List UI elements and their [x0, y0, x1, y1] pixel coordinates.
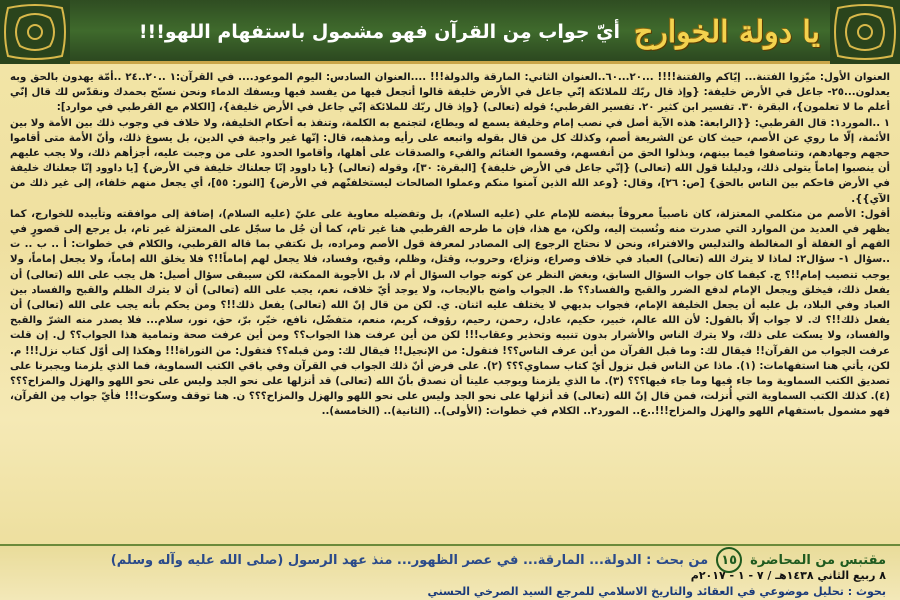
article-body: [10, 70, 890, 538]
footer-series: من بحث : الدولة... المارقة... في عصر الظهور... منذ عهد الرسول (صلى الله عليه وآله وسلم): [110, 552, 709, 568]
title-banner: [0, 0, 900, 64]
page-title: يا دولة الخوارج: [634, 14, 820, 50]
ornament-corner-right: [830, 0, 900, 64]
paragraph: ١ ..المورد١: قال القرطبي: {{الرابعة: هذه الآية أصل في نصب إمام وخليفة يسمع له ويطاع، لتجتمع به الكلمة، وتنفذ به أحكام الخليفة، ولا خلاف في وجوب ذلك بين الأمة ولا بين الأئمة، إلّا ما روي عن الأصم، حيث كان عن الشريعة أصم، وكذلك كل من قال بقوله واتبعه على رأيه ومذهبه، قال: إنّها غير واجبة في الدين، بل يسوغ ذلك، وأنّ الأمة متى أقاموا حجهم وجهادهم، وتناصفوا فيما بينهم، وبذلوا الحق من أنفسهم، وقسموا الغنائم والفيء والصدقات على أهلها، وأقاموا الحدود على من وجبت عليه، أجزأهم ذلك، ولا يجب عليهم أن ينصبوا إماماً يتولى ذلك، ودليلنا قول الله (تعالى) {إنّي جاعل في الأرض خليفة} [البقرة: ٣٠]، وقوله (تعالى) {يا داوود إنّا جعلناك خليفة في الأرض} [يا داوود إنّا جعلناك خليفة في الأرض فاحكم بين الناس بالحق} [ص: ٢٦]، وقال: {وعد الله الذين آمنوا منكم وعملوا الصالحات ليستخلفنّهم في الأرض} [النور: ٥٥]، أي يجعل منهم خلفاء، إلى غير ذلك من الآي}}.: [10, 117, 890, 205]
lecture-number-badge: ١٥: [716, 547, 742, 573]
ornament-corner-left: [0, 0, 70, 64]
paragraph: أقول: الأصم من متكلمي المعتزلة، كان ناصبياً معروفاً ببغضه للإمام علي (عليه السلام)، بل وتفضيله معاوية على عليّ (عليه السلام)، إضافة إلى موافقته وتأييده للخوارج، كما يظهر في العديد من الموارد التي صدرت منه ونُسبت إليه، ولكن، مع هذا، فإن ما طرحه القرطبي هنا غير تام، كما أن جُل ما سجّل على المعتزلة غير تام، بل يرجع إلى قصورٍ في الفهم أو الغفلة أو المغالطة والتدليس والافتراء، ونحن لا نحتاج الرجوع إلى المصادر لمعرفة قول الأصم ومراده، بل نكتفي بما قاله القرطبي، والكلام في خطوات: أ .. ب .. ت ..سؤال ١- سؤال٢: لماذا لا يترك الله (تعالى) العباد في خلاف وصراع، ونزاع، وحروب، وقتل، وظلم، وقبح، وفساد، فلا يجعل لهم إماماً!!؟ فلا يخلق الله إماماً، ولا يجعل إماماً، ولا يوجب تنصيب إمام!!؟ ج. كيفما كان جواب السؤال السابق، وبغض النظر عن كونه جواب السؤال أم لا، بل الأجوبة الممكنة، لكن سيبقى سؤال أصيل: هل يجب على الله (تعالى) أن يفعل ذلك، فيخلق ويجعل الإمام لدفع الضرر والقبح والفساد؟؟ ط. الجواب واضح بالإيجاب، ولا يوجد أيّ خلاف، نعم، يجب على الله (تعالى) أن لا يترك الظلم والقبح والفساد بين العباد وفي البلاد، بل عليه أن يجعل الخليفة الإمام، فجواب بديهي لا يختلف عليه اثنان. ي. لكن من قال إنّ الله (تعالى) يفعل ذلك!!؟ ومن يحكم بأنه يجب على الله (تعالى) أن يفعل ذلك!!؟ ك. لا جواب إلّا بالقول: لأن الله عالم، خبير، حكيم، عادل، رحمن، رحيم، رؤوف، كريم، منعم، متفضّل، نافع، خيّر، برّ، حق، نور، سلام... فلا يصدر منه الشرّ والقبح والفساد، ولا يسكت على ذلك، ولا يترك الناس والأشرار بدون تنبيه وتحذير وعقاب!!! لكن من أين عرفت هذا الجواب؟؟ ومن أين عرفت صحة وتمامية هذا الجواب؟؟ ل. إن قلت عرفت الجواب من القرآن!! فيقال لك: وما قبل القرآن من أين عرف الناس؟؟! فتقول: من الإنجيل!! فيقال لك: ومن قبله؟؟ فتقول: من التوراة!!! وهكذا إلى أوّل كتاب نزل!!! م. لكن، يأتي هنا استفهامات: (١). ماذا عن الناس قبل نزول أيّ كتاب سماوي؟؟؟ (٢). على فرض أنّ ذلك الجواب في القرآن وفي باقي الكتب السماوية، فما الذي يلزمنا ويجبرنا على تصديق الكتب السماوية وما جاء فيها وما جاء فيها؟؟؟ (٣). ما الذي يلزمنا ويوجب علينا أن نصدق بأنّ الله (تعالى) قد أنزلها على نحو الجد وليس على نحو اللهو والهزل والمزاح؟؟؟ (٤). كذلك الكتب السماوية التي أُنزلت، فمن قال إنّ الله (تعالى) قد أنزلها على نحو الجد وليس على نحو اللهو والهزل والمزاح؟؟؟ ن. هنا توقف وسكوت!!! فأيّ جواب مِن القرآن، فهو مشمول باستفهام اللهو والهزل والمزاح!!!..ع.. المورد٢.. الكلام في خطوات: (الأولى).. (الثانية).. (الخامسة)..: [10, 208, 890, 418]
title-block: [90, 8, 820, 56]
footer-source-line: [14, 550, 886, 570]
footer-prefix: مقتبس من المحاضرة: [750, 552, 886, 568]
footer: [0, 544, 900, 600]
page-subtitle: أيّ جواب مِن القرآن فهو مشمول باستفهام اللهو!!!: [138, 21, 621, 43]
footer-date: ٨ ربيع الثاني ١٤٣٨هـ / ٧ - ١ - ٢٠١٧م: [690, 569, 886, 582]
paragraph: العنوان الأول: ميّزوا الفتنة... إيّاكم والفتنة!!!! ...٢٠...٦٠..العنوان الثاني: المارقة والدولة!!! ....العنوان السادس: اليوم الموعود.... في القرآن:١ ..٢٠..٢٤ ..أمّة يهدون بالحق وبه يعدلون...٢٥- جاعل في الأرض خليفة: {وإذ قال ربّك للملائكة إنّي جاعل في الأرض خليفة قالوا أتجعل فيها من يفسد فيها ويسفك الدماء ونحن نسبّح بحمدك ونقدّس لك قال إنّي أعلم ما لا تعلمون}، البقرة ٣٠. تفسير ابن كثير ٢٠. تفسير القرطبي؛ قوله (تعالى) {وإذ قال ربّك للملائكة إنّي جاعل في الأرض خليفة}، [الكلام مع القرطبي في موارد]:: [10, 72, 890, 114]
footer-credit: بحوث : تحليل موضوعي في العقائد والتاريخ الاسلامي للمرجع السيد الصرخي الحسني: [427, 585, 886, 598]
